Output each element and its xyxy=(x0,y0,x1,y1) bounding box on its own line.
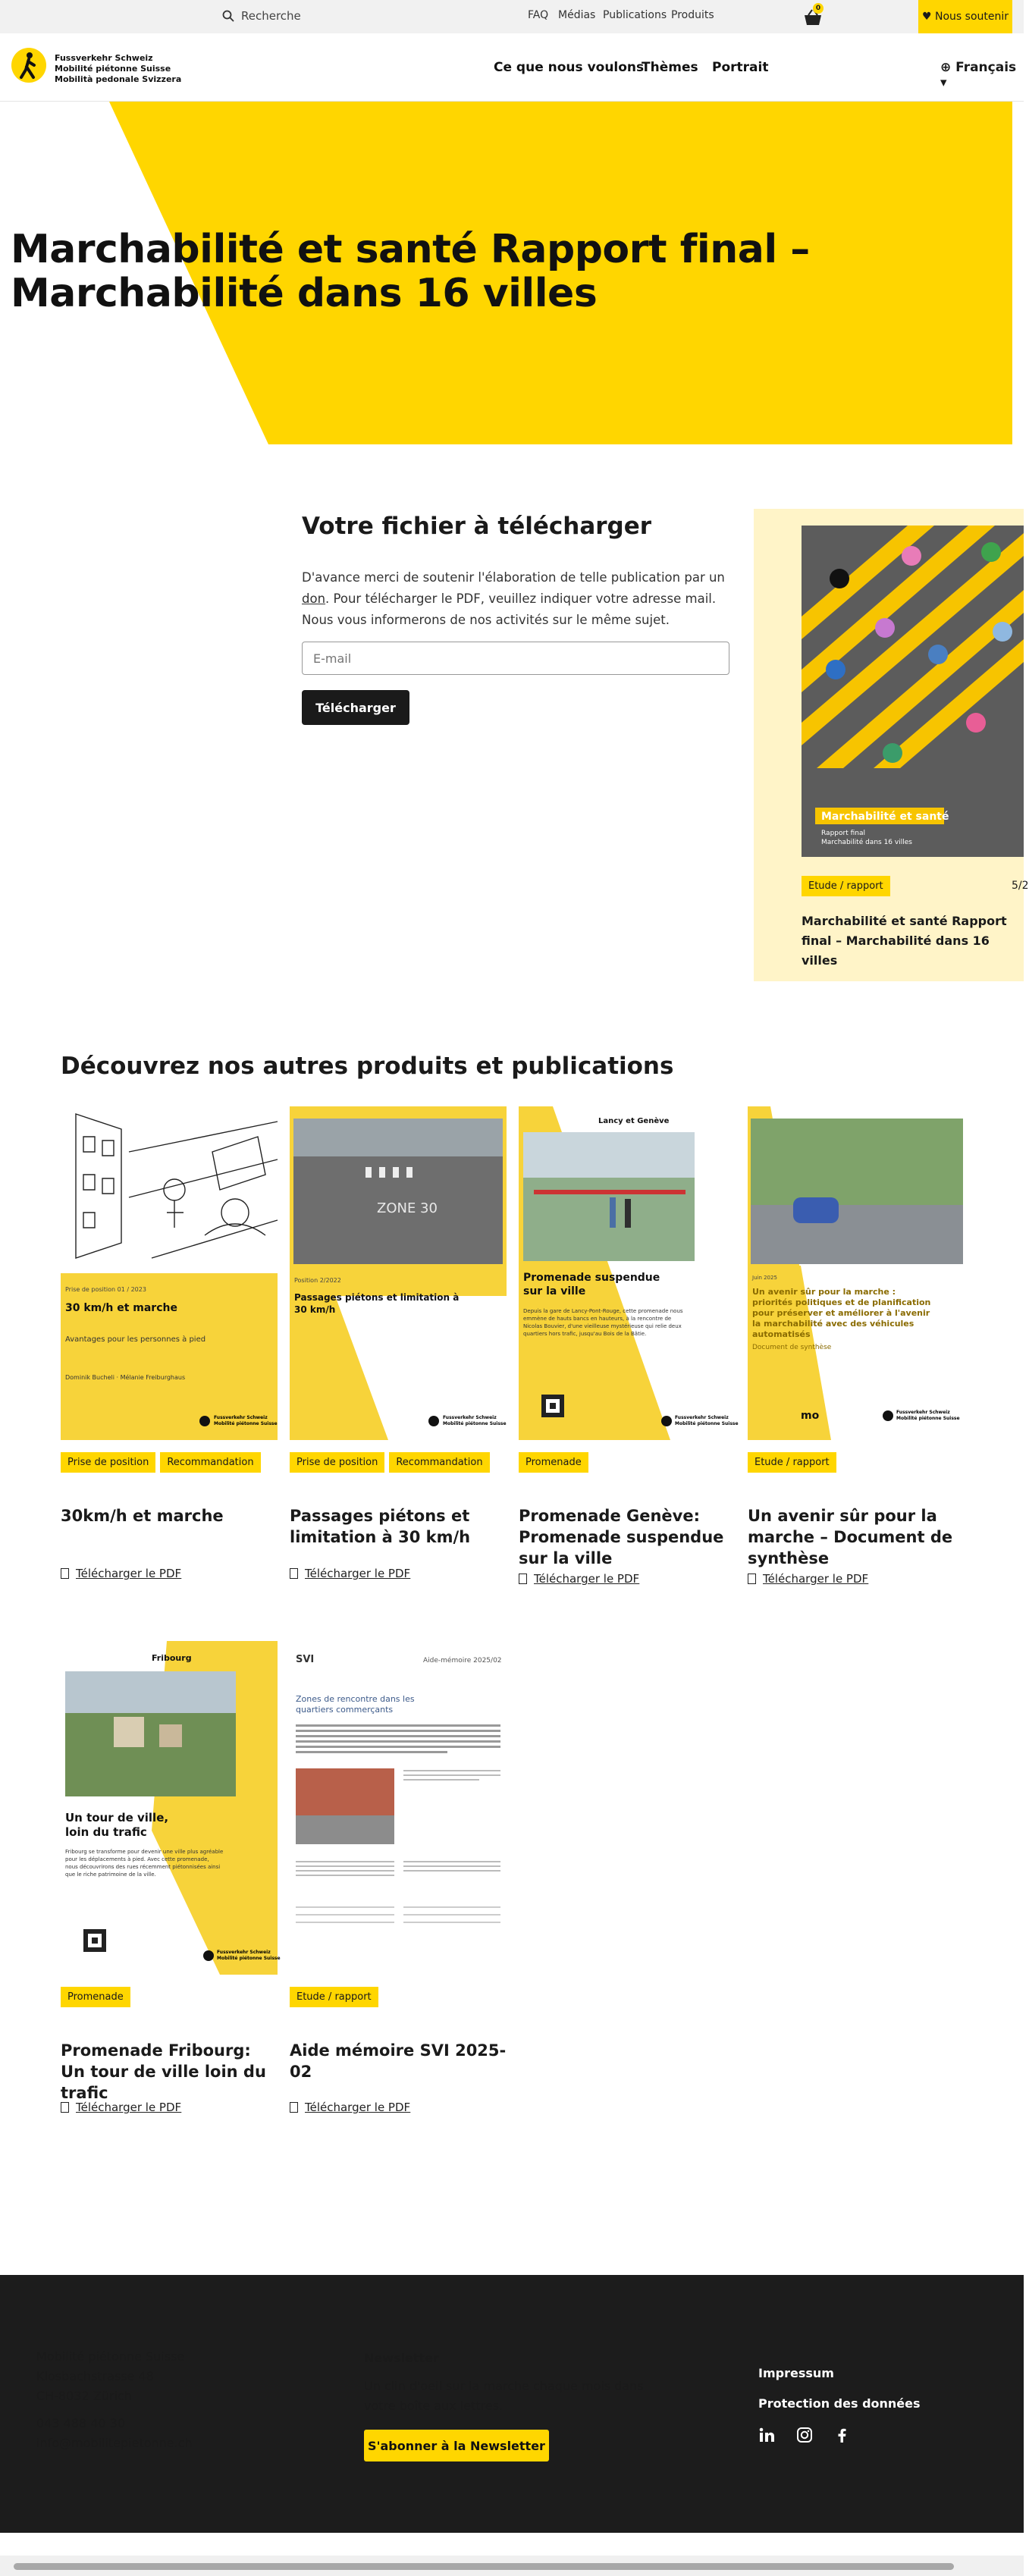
download-pdf-link[interactable]: Télécharger le PDF xyxy=(519,1572,639,1586)
donation-link[interactable]: don xyxy=(302,591,326,606)
email-field[interactable] xyxy=(302,642,729,675)
heart-icon: ♥ xyxy=(921,11,935,23)
svg-text:pour préserver et améliorer à: pour préserver et améliorer à l'avenir xyxy=(752,1308,930,1318)
cart-count-badge: 0 xyxy=(813,3,824,14)
cover-brand-line: Fussverkehr Schweiz xyxy=(443,1415,497,1420)
cover-promenade-geneve xyxy=(519,1106,739,1440)
svg-text:la marchabilité avec des véhic: la marchabilité avec des véhicules xyxy=(752,1319,914,1329)
category-badge[interactable]: Etude / rapport xyxy=(802,876,890,896)
address-line: CH-8032 Zürich xyxy=(36,2389,132,2403)
cover-title: Passages piétons et limitation à 30 km/h xyxy=(294,1292,460,1315)
svg-text:nous découvrirons des rues réc: nous découvrirons des rues récemment piétonnisées ainsi xyxy=(65,1864,221,1870)
scrollbar-thumb[interactable] xyxy=(14,2563,954,2570)
cover-kicker: Prise de position 01 / 2023 xyxy=(65,1286,146,1293)
cover-subtitle: Avantages pour les personnes à pied xyxy=(65,1335,206,1344)
nav-item-themes[interactable]: Thèmes xyxy=(642,60,698,75)
category-badge[interactable]: Prise de position xyxy=(61,1452,155,1473)
tag-list xyxy=(748,1452,836,1473)
newsletter-description: Un clin d'oeil sur la marche chaque mois dans votre boîte aux lettres. xyxy=(364,2379,644,2413)
partner-logo: mo xyxy=(801,1410,820,1422)
product-cover-image[interactable] xyxy=(519,1106,739,1440)
download-pdf-link[interactable]: Télécharger le PDF xyxy=(290,1567,410,1580)
cover-title: Marchabilité et santé xyxy=(821,811,949,823)
logo-text-fr: Mobilité piétonne Suisse xyxy=(55,64,171,74)
road-marking-text: ZONE 30 xyxy=(377,1200,438,1216)
svg-text:que le riche patrimoine de la: que le riche patrimoine de la ville. xyxy=(65,1872,156,1878)
category-badge[interactable]: Etude / rapport xyxy=(748,1452,836,1473)
support-label: Nous soutenir xyxy=(935,11,1009,23)
download-pdf-link[interactable]: Télécharger le PDF xyxy=(290,2101,410,2114)
product-cover-image[interactable] xyxy=(61,1106,278,1440)
address-line: Klosbachstrasse 48 xyxy=(36,2369,154,2383)
utility-link-publications[interactable]: Publications xyxy=(603,9,667,21)
category-badge[interactable]: Prise de position xyxy=(290,1452,384,1473)
svg-text:automatisés: automatisés xyxy=(752,1329,811,1339)
language-label: Français xyxy=(955,60,1017,75)
nav-item-ce-que-nous-voulons[interactable]: Ce que nous voulons xyxy=(494,60,645,75)
svg-text:Un avenir sûr pour la marche :: Un avenir sûr pour la marche : xyxy=(752,1287,896,1297)
cover-brand-line: Mobilité piétonne Suisse xyxy=(896,1416,960,1421)
document-icon xyxy=(61,1568,69,1579)
newsletter-subscribe-button[interactable]: S'abonner à la Newsletter xyxy=(364,2430,549,2461)
footer-contact xyxy=(36,2414,193,2453)
cover-brand-line: Fussverkehr Schweiz xyxy=(214,1415,268,1420)
cover-title: 30 km/h et marche xyxy=(65,1302,177,1314)
footer-address xyxy=(36,2347,184,2406)
nav-item-portrait[interactable]: Portrait xyxy=(712,60,769,75)
product-cover-image[interactable] xyxy=(290,1641,507,1975)
svg-text:Nicolas Bouvier, d'une vieille: Nicolas Bouvier, d'une vieilleuse mystérieuse qui relie deux xyxy=(523,1323,682,1329)
crosswalk-illustration xyxy=(802,526,1024,857)
cover-kicker: Position 2/2022 xyxy=(294,1277,341,1284)
cover-brand-line: Mobilité piétonne Suisse xyxy=(675,1421,739,1426)
svg-text:emmène de hauts bancs en haute: emmène de hauts bancs en hauteurs, à la rencontre de xyxy=(523,1316,672,1322)
download-pdf-link[interactable]: Télécharger le PDF xyxy=(61,2101,181,2114)
product-title[interactable]: Un avenir sûr pour la marche – Document de synthèse xyxy=(748,1507,953,1567)
product-cover-image[interactable] xyxy=(61,1641,281,1975)
category-badge[interactable]: Etude / rapport xyxy=(290,1987,378,2007)
cover-kicker: Fribourg xyxy=(152,1653,192,1663)
tag-list xyxy=(61,1987,130,2007)
page-title: Marchabilité et santé Rapport final – Marchabilité dans 16 villes xyxy=(11,227,810,316)
phone-link[interactable]: 043 488 40 30 xyxy=(36,2416,126,2430)
svg-text:Fribourg se transforme pour de: Fribourg se transforme pour devenir une ville plus agréable xyxy=(65,1849,224,1855)
category-badge[interactable]: Recommandation xyxy=(160,1452,260,1473)
cover-kicker: Aide-mémoire 2025/02 xyxy=(423,1657,502,1665)
utility-link-medias[interactable]: Médias xyxy=(558,9,596,21)
search-icon[interactable] xyxy=(222,10,234,22)
svg-text:priorités politiques et de pla: priorités politiques et de planification xyxy=(752,1297,931,1307)
tag-list xyxy=(290,1452,490,1473)
document-icon xyxy=(61,2102,69,2113)
svg-text:pour les déplacements à pied.: pour les déplacements à pied. Avec cette promenade, xyxy=(65,1856,209,1862)
globe-icon: ⊕ xyxy=(940,60,956,75)
products-heading: Découvrez nos autres produits et publications xyxy=(61,1053,674,1080)
newsletter-heading: Newsletter xyxy=(364,2351,439,2365)
cover-30kmh xyxy=(61,1106,278,1440)
download-pdf-link[interactable]: Télécharger le PDF xyxy=(748,1572,868,1586)
svg-text:quartiers hors trafic, jusqu'a: quartiers hors trafic, jusqu'au Bois de la Bâtie. xyxy=(523,1331,647,1337)
cover-title: Zones de rencontre dans les quartiers commerçants xyxy=(296,1694,415,1715)
facebook-icon[interactable] xyxy=(834,2427,851,2443)
svg-text:Depuis la gare de Lancy-Pont-R: Depuis la gare de Lancy-Pont-Rouge, cette promenade nous xyxy=(523,1308,683,1314)
cover-zone30 xyxy=(290,1106,507,1440)
cover-brand-line: Fussverkehr Schweiz xyxy=(217,1950,271,1955)
email-link[interactable]: info@mobilitepietonne.ch xyxy=(36,2436,193,2450)
document-icon xyxy=(519,1574,527,1584)
utility-link-faq[interactable]: FAQ xyxy=(528,9,549,21)
cover-aide-memoire-svi xyxy=(290,1641,507,1975)
svi-logo: SVI xyxy=(296,1654,315,1665)
category-badge[interactable]: Promenade xyxy=(519,1452,588,1473)
cover-promenade-fribourg xyxy=(61,1641,281,1975)
cover-subtitle: Document de synthèse xyxy=(752,1344,832,1351)
address-line: Mobilité piétonne Suisse xyxy=(36,2349,185,2364)
search-input[interactable]: Recherche xyxy=(241,9,301,23)
category-badge[interactable]: Recommandation xyxy=(389,1452,489,1473)
cover-avenir-sur xyxy=(748,1106,965,1440)
product-title[interactable]: 30km/h et marche xyxy=(61,1507,224,1525)
cover-title: Promenade suspendue sur la ville xyxy=(523,1272,660,1297)
language-selector[interactable] xyxy=(940,60,1024,90)
impressum-link[interactable]: Impressum xyxy=(758,2366,834,2380)
cover-brand-line: Mobilité piétonne Suisse xyxy=(217,1956,281,1961)
support-button[interactable] xyxy=(918,0,1012,33)
download-description: D'avance merci de soutenir l'élaboration de telle publication par un don. Pour télécharger le PDF, veuillez indiquer votre adresse mail. Nous vous informerons de nos activités sur le même sujet. xyxy=(302,570,725,627)
product-cover-image[interactable] xyxy=(748,1106,965,1440)
logo-text-de: Fussverkehr Schweiz xyxy=(55,53,153,63)
document-icon xyxy=(290,1568,298,1579)
publication-cover-image[interactable] xyxy=(802,526,1024,857)
tag-list xyxy=(290,1987,378,2007)
logo-pedestrian-icon[interactable] xyxy=(11,47,47,83)
cover-brand-line: Fussverkehr Schweiz xyxy=(675,1415,729,1420)
chevron-down-icon: ▾ xyxy=(940,75,947,90)
cover-authors: Dominik Bucheli · Mélanie Freiburghaus xyxy=(65,1374,186,1381)
download-heading: Votre fichier à télécharger xyxy=(302,513,652,540)
utility-bar xyxy=(0,0,1024,33)
publication-date: 5/2 xyxy=(1012,880,1029,892)
product-title[interactable]: Promenade Genève: Promenade suspendue sur la ville xyxy=(519,1507,724,1567)
document-icon xyxy=(748,1574,756,1584)
privacy-link[interactable]: Protection des données xyxy=(758,2396,921,2411)
logo-text-it: Mobilità pedonale Svizzera xyxy=(55,74,182,84)
product-title[interactable]: Aide mémoire SVI 2025-02 xyxy=(290,2041,507,2081)
tag-list xyxy=(519,1452,588,1473)
cover-brand-line: Mobilité piétonne Suisse xyxy=(214,1421,278,1426)
cover-brand-line: Mobilité piétonne Suisse xyxy=(443,1421,507,1426)
category-badge[interactable]: Promenade xyxy=(61,1987,130,2007)
linkedin-icon[interactable] xyxy=(758,2427,775,2443)
download-button[interactable]: Télécharger xyxy=(302,690,409,725)
cover-kicker: Juin 2025 xyxy=(752,1275,777,1281)
tag-list xyxy=(61,1452,261,1473)
utility-link-produits[interactable]: Produits xyxy=(671,9,714,21)
instagram-icon[interactable] xyxy=(796,2427,813,2443)
download-pdf-link[interactable]: Télécharger le PDF xyxy=(61,1567,181,1580)
cover-subtitle-2: Marchabilité dans 16 villes xyxy=(821,839,912,846)
cover-brand-line: Fussverkehr Schweiz xyxy=(896,1410,950,1415)
publication-title[interactable]: Marchabilité et santé Rapport final – Marchabilité dans 16 villes xyxy=(802,914,1007,968)
product-title[interactable]: Passages piétons et limitation à 30 km/h xyxy=(290,1507,471,1546)
cover-subtitle-1: Rapport final xyxy=(821,830,865,837)
product-cover-image[interactable] xyxy=(290,1106,507,1440)
document-icon xyxy=(290,2102,298,2113)
product-title[interactable]: Promenade Fribourg: Un tour de ville loin du trafic xyxy=(61,2041,266,2102)
cover-kicker: Lancy et Genève xyxy=(598,1117,670,1125)
cover-title: Un tour de ville, loin du trafic xyxy=(65,1811,169,1839)
